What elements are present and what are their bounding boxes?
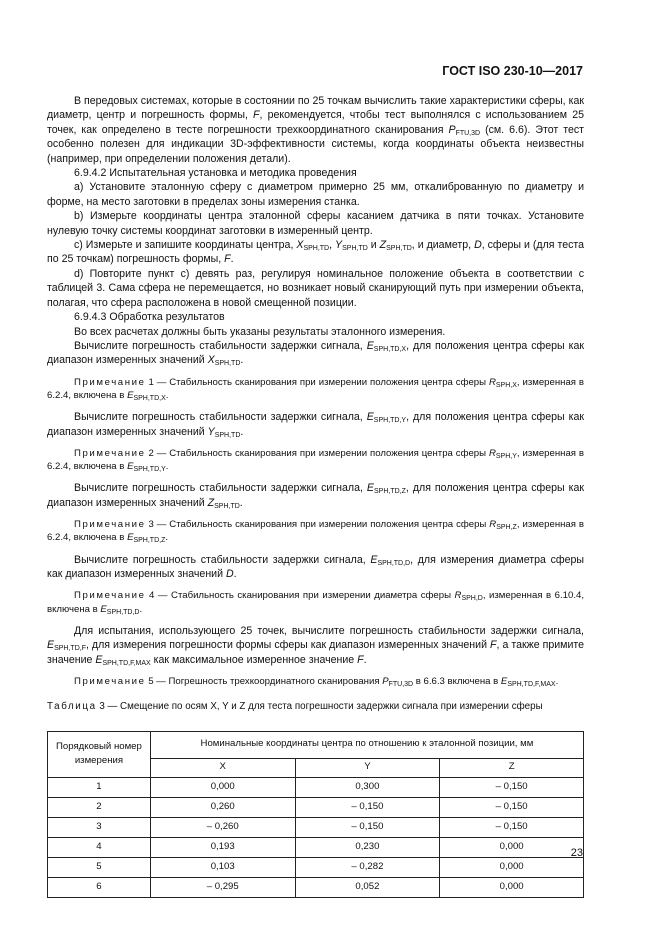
- paragraph: Вычислите погрешность стабильности задержки сигнала, $E_{SPH,TD,Y}$, для положения центра сферы как диапазон измеренных значений $Y_{SPH,TD}$.: [47, 411, 584, 439]
- table-row: [48, 817, 584, 837]
- table-row: [48, 797, 584, 817]
- note: Примечание 2 — Стабильность сканирования при измерении положения центра сферы $R_{SPH,Y}$, измеренная в 6.2.4, включена в $E_{SPH,TD,Y}$.: [47, 447, 584, 474]
- paragraph: Для испытания, использующего 25 точек, вычислите погрешность стабильности задержки сигнала, $E_{SPH,TD,F}$, для измерения погрешности формы сферы как диапазон измеренных значений F, а также примите значение $E_{SPH,TD,F,MAX}$ как максимальное измеренное значение F.: [47, 624, 584, 667]
- cell-x: 0,103: [150, 857, 295, 877]
- col-header-x: X: [150, 758, 295, 777]
- page-body: [47, 94, 584, 898]
- cell-x: 0,000: [150, 777, 295, 797]
- paragraph: Вычислите погрешность стабильности задержки сигнала, $E_{SPH,TD,D}$, для измерения диаметра сферы как диапазон измеренных значений D.: [47, 553, 584, 580]
- paragraph: а) Установите эталонную сферу с диаметром примерно 25 мм, откалиброванную по диаметру и форме, на место заготовки в пределах зоны измерения станка.: [47, 181, 584, 208]
- cell-y: 0,052: [295, 877, 440, 897]
- cell-x: – 0,295: [150, 877, 295, 897]
- page-number: 23: [570, 847, 583, 859]
- note: Примечание 3 — Стабильность сканирования при измерении положения центра сферы $R_{SPH,Z}$, измеренная в 6.2.4, включена в $E_{SPH,TD,Z}$.: [47, 519, 584, 545]
- row-number: 4: [48, 837, 151, 857]
- cell-z: 0,000: [440, 877, 584, 897]
- paragraph: Вычислите погрешность стабильности задержки сигнала, $E_{SPH,TD,X}$, для положения центра сферы как диапазон измеренных значений $X_{SPH,TD}$.: [47, 339, 584, 368]
- note: Примечание 4 — Стабильность сканирования при измерении диаметра сферы $R_{SPH,D}$, измеренная в 6.10.4, включена в $E_{SPH,TD,D}$.: [47, 590, 584, 616]
- cell-y: – 0,282: [295, 857, 440, 877]
- cell-z: – 0,150: [440, 817, 584, 837]
- note: Примечание 5 — Погрешность трехкоординатного сканирования $P_{FTU,3D}$ в 6.6.3 включена в $E_{SPH,TD,F,MAX}$.: [74, 676, 559, 688]
- cell-x: – 0,260: [150, 817, 295, 837]
- cell-z: 0,000: [440, 857, 584, 877]
- table-row: [48, 877, 584, 897]
- col-header-group: Номинальные координаты центра по отношению к эталонной позиции, мм: [150, 731, 583, 758]
- table-row: [48, 777, 584, 797]
- row-number: 5: [48, 857, 151, 877]
- row-number: 3: [48, 817, 151, 837]
- cell-z: – 0,150: [440, 777, 584, 797]
- cell-x: 0,260: [150, 797, 295, 817]
- document-header: ГОСТ ISO 230-10—2017: [442, 64, 583, 78]
- offset-table: [47, 731, 584, 898]
- cell-z: 0,000: [440, 837, 584, 857]
- row-number: 2: [48, 797, 151, 817]
- cell-y: 0,300: [295, 777, 440, 797]
- row-number: 6: [48, 877, 151, 897]
- col-header-y: Y: [295, 758, 440, 777]
- cell-y: – 0,150: [295, 817, 440, 837]
- paragraph: Во всех расчетах должны быть указаны результаты эталонного измерения.: [74, 325, 446, 338]
- cell-y: 0,230: [295, 837, 440, 857]
- cell-z: – 0,150: [440, 797, 584, 817]
- paragraph: Вычислите погрешность стабильности задержки сигнала, $E_{SPH,TD,Z}$, для положения центра сферы как диапазон измеренных значений $Z_{SPH,TD}$.: [47, 482, 584, 510]
- row-number: 1: [48, 777, 151, 797]
- cell-x: 0,193: [150, 837, 295, 857]
- cell-y: – 0,150: [295, 797, 440, 817]
- paragraph: В передовых системах, которые в состоянии по 25 точкам вычислить такие характеристики сферы, как диаметр, центр и погрешность формы, F, рекомендуется, чтобы тест выполнялся с использованием 25 точек, как определено в тесте погрешности трехкоординатного сканирования $P_{FTU,3D}$ (см. 6.6). Этот тест особенно полезен для индикации 3D-эффективности системы, когда координаты объекта неизвестны (например, при определении положения детали).: [47, 95, 584, 165]
- table-caption: Таблица 3 — Смещение по осям X, Y и Z для теста погрешности задержки сигнала при измерении сферы: [47, 701, 543, 713]
- paragraph: b) Измерьте координаты центра эталонной сферы касанием датчика в пяти точках. Установите нулевую точку системы координат заготовки в измеренный центр.: [47, 210, 584, 237]
- table-row: [48, 837, 584, 857]
- paragraph: d) Повторите пункт с) девять раз, регулируя номинальное положение объекта в соответствии с таблицей 3. Сама сфера не перемещается, но возникает новый сканирующий путь при измерении объекта, полагая, что сфера расположена в новой смещенной позиции.: [47, 267, 584, 309]
- col-header-number: Порядковый номер измерения: [48, 731, 151, 777]
- col-header-z: Z: [440, 758, 584, 777]
- table-row: [48, 857, 584, 877]
- section-heading: 6.9.4.3 Обработка результатов: [74, 311, 225, 324]
- paragraph: c) Измерьте и запишите координаты центра, $X_{SPH,TD}$, $Y_{SPH,TD}$ и $Z_{SPH,TD}$, и диаметр, D, сферы и (для теста по 25 точкам) погрешность формы, F.: [47, 239, 585, 266]
- section-heading: 6.9.4.2 Испытательная установка и методика проведения: [74, 167, 357, 180]
- note: Примечание 1 — Стабильность сканирования при измерении положения центра сферы $R_{SPH,X}$, измеренная в 6.2.4, включена в $E_{SPH,TD,X}$.: [47, 376, 584, 402]
